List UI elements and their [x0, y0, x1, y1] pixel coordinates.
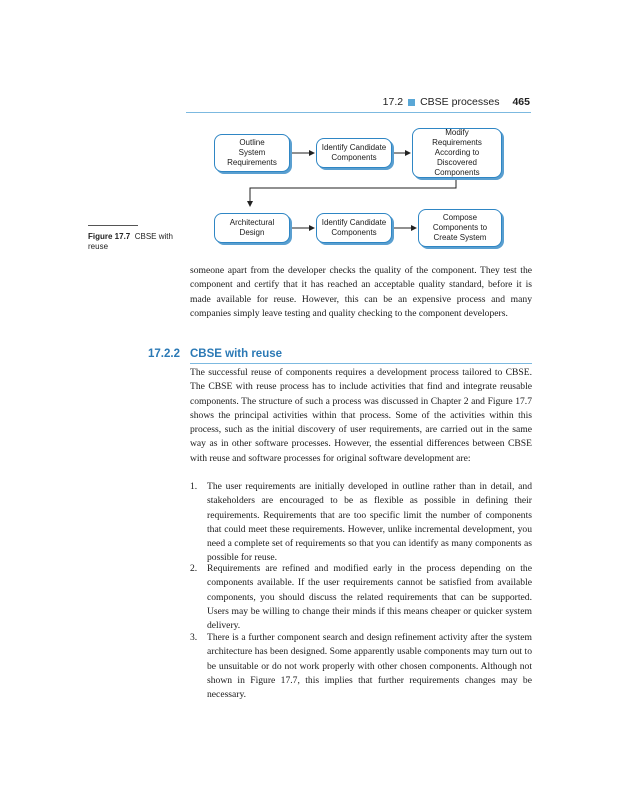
- box-identify-candidate-components-1: Identify Candidate Components: [316, 138, 392, 168]
- section-heading: [148, 348, 282, 360]
- section-number: 17.2.2: [148, 348, 180, 360]
- list-item: [190, 562, 532, 633]
- figure-caption: [88, 232, 188, 252]
- section-rule: [190, 363, 532, 364]
- header-rule: [186, 112, 531, 113]
- box-identify-candidate-components-2: Identify Candidate Components: [316, 213, 392, 243]
- running-header: [383, 96, 530, 108]
- box-outline-requirements: Outline System Requirements: [214, 134, 290, 172]
- list-item-number: 3.: [190, 632, 198, 643]
- header-title: CBSE processes: [420, 96, 500, 108]
- list-item-number: 2.: [190, 563, 198, 574]
- list-item-text: Requirements are refined and modified early in the process depending on the components available. If the user requirements cannot be satisfied from available components, you should discuss the related requirements that can be supported. Users may be willing to change their minds if this means cheaper or quicker system delivery.: [207, 563, 532, 632]
- box-architectural-design: Architectural Design: [214, 213, 290, 243]
- header-section-number: 17.2: [382, 96, 404, 108]
- caption-text: CBSE with reuse: [88, 232, 173, 251]
- section-title: CBSE with reuse: [190, 348, 283, 360]
- page-number: 465: [512, 96, 530, 108]
- figure-cbse-with-reuse: [200, 122, 530, 262]
- caption-rule: [88, 225, 138, 226]
- paragraph-continued: someone apart from the developer checks the quality of the component. They test the component and certify that it has reached an acceptable quality standard, before it is made available for reuse. However, this can be an expensive process and many companies simply leave testing and quality checking to the component developers.: [190, 265, 532, 319]
- paragraph-intro: The successful reuse of components requires a development process tailored to CBSE. The CBSE with reuse process has to include activities that find and integrate reusable components. The structure of such a process was discussed in Chapter 2 and Figure 17.7 shows the principal activities within that process. Some of the activities within this process, such as the initial discovery of user requirements, are carried out in the same way as in other software processes. However, the essential differences between CBSE with reuse and software processes for original software development are:: [190, 367, 532, 464]
- caption-label: Figure 17.7: [88, 232, 131, 241]
- list-item-text: There is a further component search and design refinement activity after the system architecture has been designed. Some apparently usable components may turn out to be unsuitable or do not work properly with other chosen components. Although not shown in Figure 17.7, this implies that further requirements changes may be necessary.: [207, 632, 532, 701]
- box-modify-requirements: Modify Requirements According to Discovered Components: [412, 128, 502, 178]
- list-item: [190, 631, 532, 702]
- header-square-icon: [408, 99, 415, 106]
- list-item-text: The user requirements are initially developed in outline rather than in detail, and stakeholders are encouraged to be as flexible as possible in defining their requirements. Requirements that are too specific limit the number of components that could meet these requirements. However, unlike incremental development, you need a complete set of requirements so that you can identify as many components as possible for reuse.: [207, 481, 532, 564]
- arrow-modify-to-architectural: [250, 180, 456, 206]
- box-compose-components: Compose Components to Create System: [418, 209, 502, 247]
- list-item: [190, 480, 532, 566]
- list-item-number: 1.: [190, 481, 198, 492]
